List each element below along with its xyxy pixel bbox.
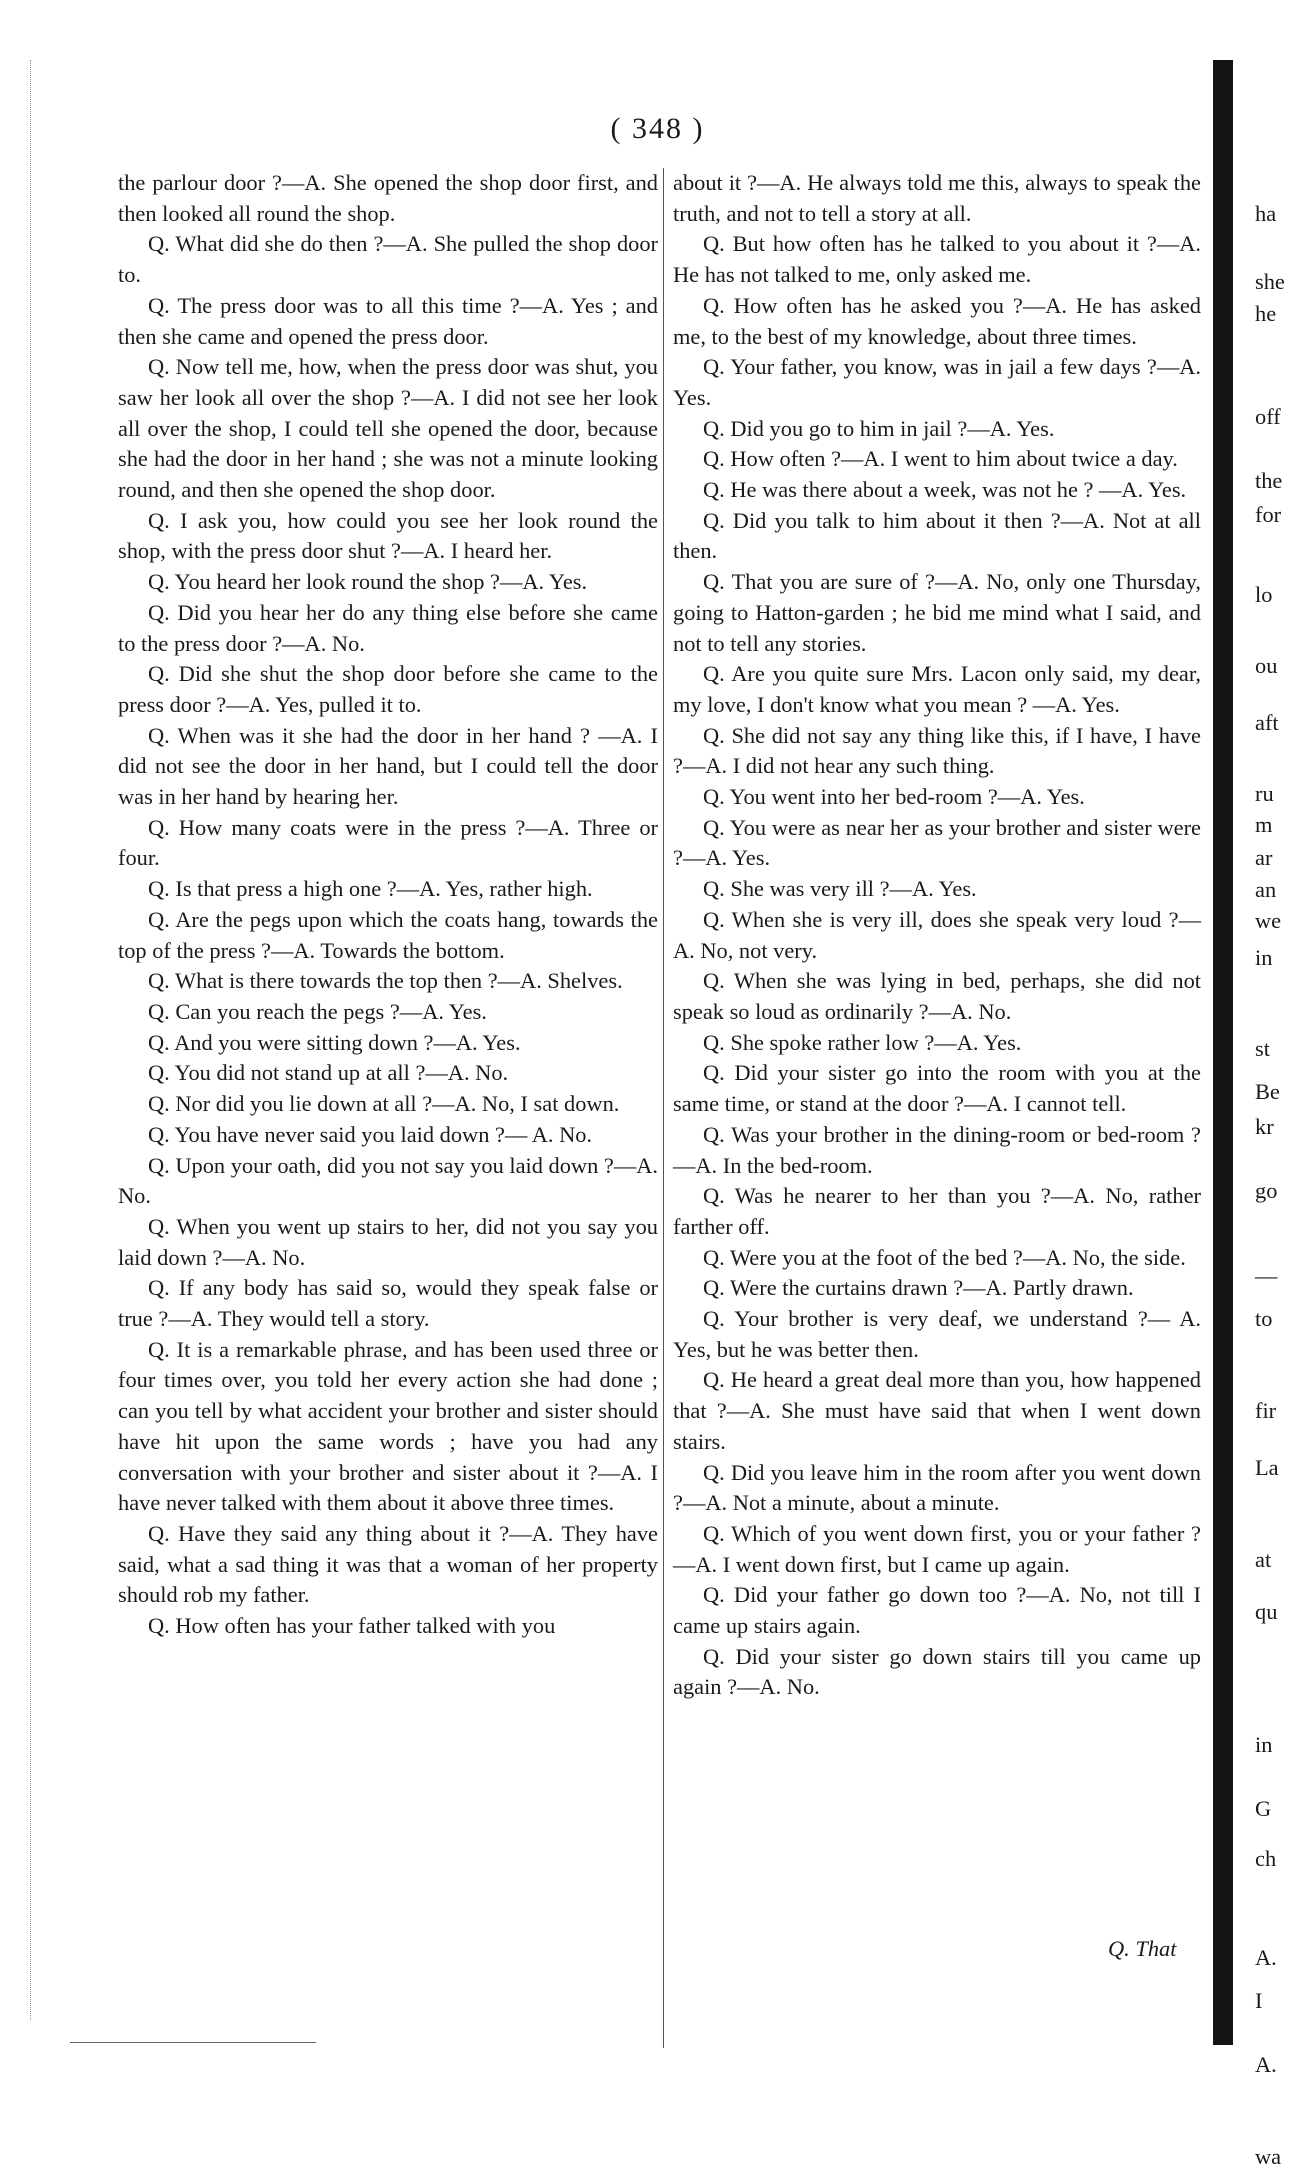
qa-paragraph: Q. Are you quite sure Mrs. Lacon only said, my dear, my love, I don't know what you mean ? —A. Yes. xyxy=(673,661,1201,717)
footer-rule xyxy=(70,2042,316,2043)
qa-paragraph: Q. Did you talk to him about it then ?—A. Not at all then. xyxy=(673,507,1201,564)
bleed-fragment: kr xyxy=(1255,1114,1274,1140)
bleed-fragment: in xyxy=(1255,945,1273,971)
qa-paragraph: about it ?—A. He always told me this, always to speak the truth, and not to tell a story at all. xyxy=(673,170,1201,226)
qa-paragraph: Q. Was your brother in the dining-room or bed-room ?—A. In the bed-room. xyxy=(673,1121,1201,1178)
qa-paragraph: Q. She spoke rather low ?—A. Yes. xyxy=(703,1029,1022,1055)
bleed-fragment: lo xyxy=(1255,581,1273,607)
bleed-fragment: to xyxy=(1255,1306,1273,1331)
bleed-fragment: the xyxy=(1255,468,1283,494)
qa-paragraph: Q. She was very ill ?—A. Yes. xyxy=(703,876,977,902)
qa-paragraph: Q. Did you go to him in jail ?—A. Yes. xyxy=(703,415,1055,441)
qa-paragraph: Q. She did not say any thing like this, if I have, I have ?—A. I did not hear any such thing. xyxy=(673,722,1201,779)
bleed-fragment: for xyxy=(1255,502,1282,528)
bleed-fragment: m xyxy=(1255,811,1273,837)
qa-paragraph: Q. Have they said any thing about it ?—A. They have said, what a sad thing it was that a woman of her property should rob my father. xyxy=(118,1520,658,1608)
qa-paragraph: Q. How many coats were in the press ?—A. Three or four. xyxy=(118,814,658,871)
qa-paragraph: Q. You went into her bed-room ?—A. Yes. xyxy=(703,784,1085,810)
left-text-column xyxy=(118,168,658,1642)
qa-paragraph: Q. Are the pegs upon which the coats hang, towards the top of the press ?—A. Towards the bottom. xyxy=(118,906,658,963)
qa-paragraph: Q. Your brother is very deaf, we understand ?— A. Yes, but he was better then. xyxy=(673,1306,1201,1362)
bleed-fragment: wa xyxy=(1255,2143,1282,2169)
bleed-fragment: A. xyxy=(1255,2051,1277,2077)
qa-paragraph: Q. That you are sure of ?—A. No, only one Thursday, going to Hatton-garden ; he bid me mind what I said, and not to tell any stories. xyxy=(673,569,1201,656)
qa-paragraph: Q. Which of you went down first, you or your father ?—A. I went down first, but I came up again. xyxy=(673,1520,1201,1577)
qa-paragraph: Q. How often ?—A. I went to him about twice a day. xyxy=(703,446,1178,472)
qa-paragraph: Q. Did your father go down too ?—A. No, not till I came up stairs again. xyxy=(673,1582,1201,1639)
qa-paragraph: Q. Did your sister go into the room with you at the same time, or stand at the door ?—A. I cannot tell. xyxy=(673,1060,1201,1117)
qa-paragraph: Q. When you went up stairs to her, did not you say you laid down ?—A. No. xyxy=(118,1213,658,1270)
qa-paragraph: Q. Were you at the foot of the bed ?—A. No, the side. xyxy=(703,1244,1186,1270)
bleed-fragment: qu xyxy=(1255,1598,1278,1624)
bleed-fragment: ch xyxy=(1255,1845,1277,1871)
qa-paragraph: Q. Now tell me, how, when the press door was shut, you saw her look all over the shop ?—A. I did not see her look all over the shop, I could tell she opened the door, because she had the door in her hand ; she was not a minute looking round, and then she opened the shop door. xyxy=(118,354,658,503)
qa-paragraph: Q. The press door was to all this time ?—A. Yes ; and then she came and opened the press door. xyxy=(118,292,658,349)
qa-paragraph: Q. It is a remarkable phrase, and has been used three or four times over, you told her every action she had done ; can you tell by what accident your brother and sister should have hit upon the same words ; have you had any conversation with your brother and sister about it ?—A. I have never talked with them about it above three times. xyxy=(118,1336,658,1516)
qa-paragraph: Q. But how often has he talked to you about it ?—A. He has not talked to me, only asked me. xyxy=(673,231,1201,288)
qa-paragraph: Q. When was it she had the door in her hand ? —A. I did not see the door in her hand, but I could tell the door was in her hand by hearing her. xyxy=(118,722,658,810)
bleed-fragment: at xyxy=(1255,1547,1272,1573)
qa-paragraph: Q. And you were sitting down ?—A. Yes. xyxy=(148,1029,521,1055)
qa-paragraph: Q. You have never said you laid down ?— A. No. xyxy=(148,1121,593,1147)
bleed-fragment: aft xyxy=(1255,709,1279,735)
column-divider xyxy=(663,168,664,2048)
qa-paragraph: Q. Nor did you lie down at all ?—A. No, I sat down. xyxy=(148,1091,620,1117)
page-number: ( 348 ) xyxy=(610,112,705,145)
qa-paragraph: Q. What is there towards the top then ?—A. Shelves. xyxy=(148,968,623,994)
binding-gutter-shadow xyxy=(1213,60,1233,2045)
qa-paragraph: Q. He was there about a week, was not he ? —A. Yes. xyxy=(703,477,1187,503)
qa-paragraph: Q. You did not stand up at all ?—A. No. xyxy=(148,1060,509,1086)
bleed-fragment: he xyxy=(1255,300,1277,326)
qa-paragraph: Q. How often has your father talked with you xyxy=(148,1613,556,1639)
bleed-fragment: st xyxy=(1255,1036,1270,1062)
bleed-fragment: G xyxy=(1255,1795,1272,1821)
qa-paragraph: Q. You were as near her as your brother and sister were ?—A. Yes. xyxy=(673,814,1201,871)
bleed-fragment: ha xyxy=(1255,201,1277,227)
qa-paragraph: Q. Did your sister go down stairs till you came up again ?—A. No. xyxy=(673,1643,1201,1700)
bleed-fragment: ou xyxy=(1255,652,1278,678)
bleed-fragment: A. xyxy=(1255,1945,1277,1970)
bleed-fragment: off xyxy=(1255,404,1281,430)
catchword: Q. That xyxy=(1108,1936,1177,1961)
qa-paragraph: Q. Is that press a high one ?—A. Yes, rather high. xyxy=(148,876,593,902)
qa-paragraph: Q. Your father, you know, was in jail a few days ?—A. Yes. xyxy=(673,354,1201,410)
qa-paragraph: Q. How often has he asked you ?—A. He has asked me, to the best of my knowledge, about three times. xyxy=(673,292,1201,349)
bleed-fragment: La xyxy=(1255,1455,1279,1481)
qa-paragraph: Q. He heard a great deal more than you, how happened that ?—A. She must have said that when I went down stairs. xyxy=(673,1367,1201,1454)
qa-paragraph: Q. Did she shut the shop door before she came to the press door ?—A. Yes, pulled it to. xyxy=(118,661,658,717)
qa-paragraph: Q. I ask you, how could you see her look round the shop, with the press door shut ?—A. I heard her. xyxy=(118,507,658,564)
bleed-fragment: an xyxy=(1255,877,1277,903)
bleed-fragment: ru xyxy=(1255,780,1274,806)
qa-paragraph: Q. Were the curtains drawn ?—A. Partly drawn. xyxy=(703,1275,1134,1301)
bleed-fragment: fir xyxy=(1255,1398,1277,1424)
bleed-fragment: ar xyxy=(1255,844,1273,870)
qa-paragraph: Q. Can you reach the pegs ?—A. Yes. xyxy=(148,998,487,1024)
qa-paragraph: Q. Upon your oath, did you not say you laid down ?—A. No. xyxy=(118,1152,658,1209)
qa-paragraph: the parlour door ?—A. She opened the shop door first, and then looked all round the shop. xyxy=(118,170,658,226)
bleed-fragment: I xyxy=(1255,1987,1263,2013)
qa-paragraph: Q. Did you hear her do any thing else before she came to the press door ?—A. No. xyxy=(118,599,658,656)
bleed-fragment: go xyxy=(1255,1178,1278,1204)
page-edge-marks xyxy=(30,60,43,2020)
bleed-fragment: — xyxy=(1255,1263,1278,1289)
bleed-fragment: Be xyxy=(1255,1078,1280,1104)
qa-paragraph: Q. When she was lying in bed, perhaps, she did not speak so loud as ordinarily ?—A. No. xyxy=(673,968,1201,1024)
qa-paragraph: Q. You heard her look round the shop ?—A. Yes. xyxy=(148,569,588,595)
bleed-fragment: in xyxy=(1255,1732,1273,1757)
qa-paragraph: Q. If any body has said so, would they speak false or true ?—A. They would tell a story. xyxy=(118,1275,658,1332)
qa-paragraph: Q. Was he nearer to her than you ?—A. No, rather farther off. xyxy=(673,1183,1201,1239)
qa-paragraph: Q. What did she do then ?—A. She pulled the shop door to. xyxy=(118,231,658,288)
bleed-fragment: she xyxy=(1255,269,1285,295)
qa-paragraph: Q. Did you leave him in the room after you went down ?—A. Not a minute, about a minute. xyxy=(673,1459,1201,1516)
facing-page-bleed xyxy=(1255,168,1315,2169)
qa-paragraph: Q. When she is very ill, does she speak very loud ?—A. No, not very. xyxy=(673,906,1201,963)
right-text-column xyxy=(673,168,1201,1703)
bleed-fragment: we xyxy=(1255,908,1282,934)
